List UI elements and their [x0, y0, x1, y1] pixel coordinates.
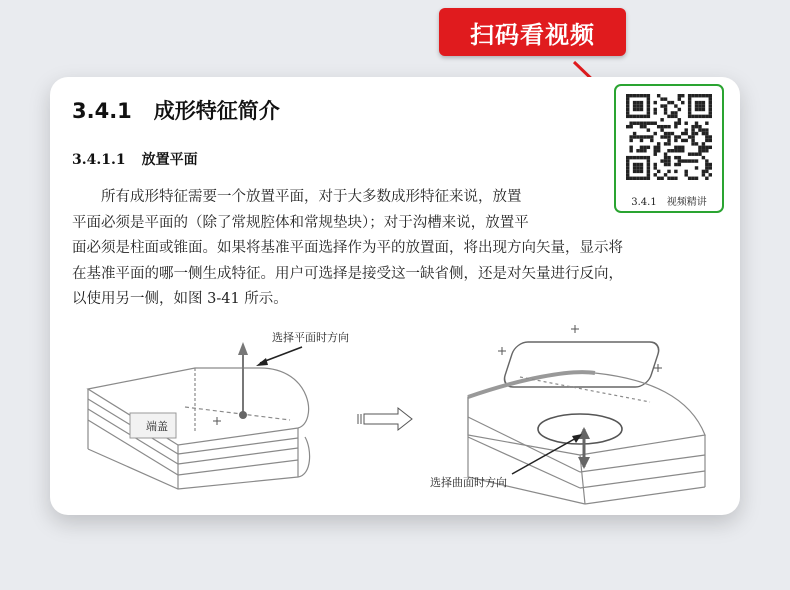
transition-arrow — [358, 408, 412, 430]
plane-label-callout — [256, 330, 349, 366]
section-number: 3.4.1 — [72, 99, 132, 123]
end-cap-tag-text: 端盖 — [146, 420, 168, 433]
subsection-number: 3.4.1.1 — [72, 152, 126, 168]
subsection-title: 放置平面 — [141, 152, 198, 168]
paragraph-line: 所有成形特征需要一个放置平面，对于大多数成形特征来说，放置 — [101, 189, 522, 205]
scan-video-badge[interactable]: 扫码看视频 — [439, 8, 626, 56]
qr-caption-number: 3.4.1 — [631, 197, 657, 208]
end-cap-tag — [130, 413, 176, 438]
section-title: 成形特征简介 — [153, 99, 280, 123]
content-card — [50, 77, 740, 515]
qr-caption-text: 视频精讲 — [666, 197, 707, 208]
left-top-face — [88, 368, 309, 445]
left-solid-model — [88, 368, 310, 489]
paragraph-line: 平面必须是平面的（除了常规腔体和常规垫块）；对于沟槽来说，放置平 — [72, 214, 529, 231]
plane-direction-label: 选择平面时方向 — [272, 331, 349, 344]
paragraph-line: 以使用另一侧，如图 3-41 所示。 — [72, 291, 288, 307]
figure-3-41 — [50, 77, 740, 515]
corner-markers — [498, 325, 662, 372]
paragraph-line: 在基准平面的哪一侧生成特征。用户可选择是接受这一缺省侧，还是对矢量进行反向， — [72, 265, 623, 282]
curved-direction-label: 选择曲面时方向 — [430, 476, 507, 489]
paragraph-line: 面必须是柱面或锥面。如果将基准平面选择作为平的放置面，将出现方向矢量，显示将 — [72, 240, 623, 256]
normal-vector — [578, 427, 590, 469]
